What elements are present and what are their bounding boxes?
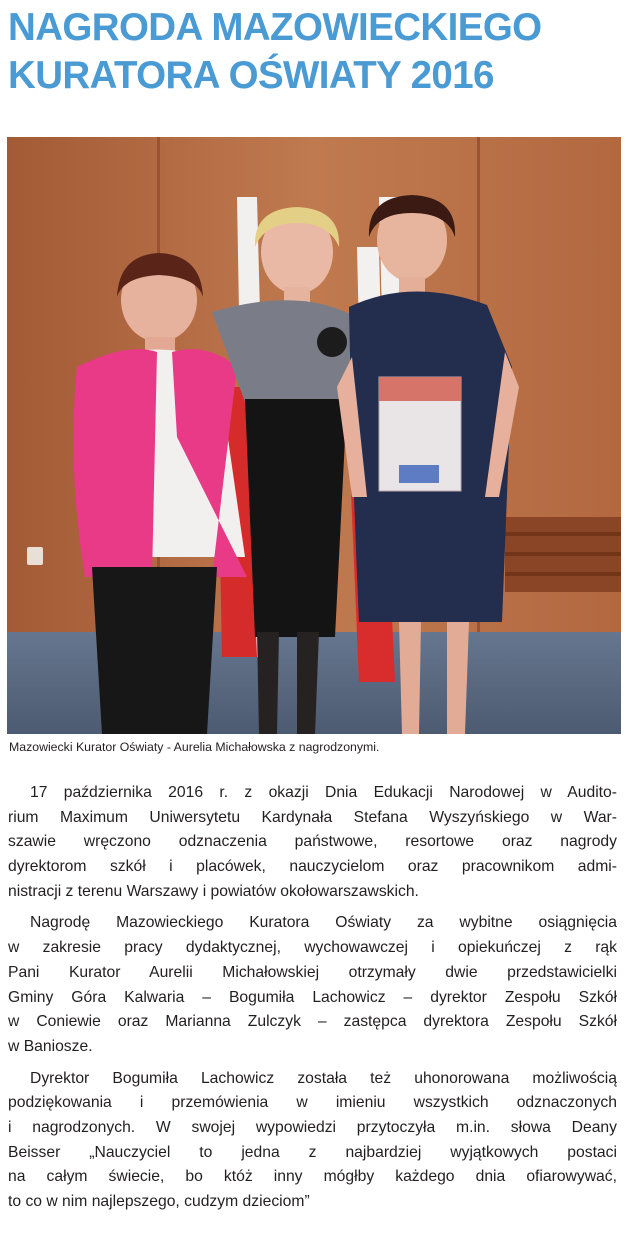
text-line: w Coniewie oraz Marianna Zulczyk – zastępca dyrektora Zespołu Szkół — [8, 1013, 617, 1031]
text-line: Dyrektor Bogumiła Lachowicz została też uhonorowana możliwością — [30, 1069, 617, 1087]
award-photo — [7, 137, 621, 734]
text-line: Beisser „Nauczyciel to jedna z najbardziej wyjątkowych postaci — [8, 1143, 617, 1161]
text-line: w Baniosze. — [8, 1037, 93, 1055]
text-line: dyrektorom szkół i placówek, nauczycielom oraz pracownikom admi- — [8, 858, 617, 876]
photo-caption: Mazowiecki Kurator Oświaty - Aurelia Michałowska z nagrodzonymi. — [9, 740, 380, 754]
wall-switch — [27, 547, 43, 565]
paragraph-1 — [8, 781, 617, 904]
text-line: na całym świecie, bo któż inny mógłby każdego dnia ofiarowywać, — [8, 1168, 617, 1186]
text-line: i nagrodzonych. W swojej wypowiedzi przytoczyła m.in. słowa Deany — [8, 1118, 617, 1136]
title-line-2: KURATORA OŚWIATY 2016 — [8, 54, 494, 97]
article-body — [8, 781, 617, 1222]
text-line: szawie wręczono odznaczenia państwowe, resortowe oraz nagrody — [8, 833, 617, 851]
text-line: 17 października 2016 r. z okazji Dnia Edukacji Narodowej w Audito- — [30, 784, 617, 801]
paragraph-2 — [8, 911, 617, 1059]
text-line: podziękowania i przemówienia w imieniu wszystkich odznaczonych — [8, 1094, 617, 1112]
text-line: rium Maximum Uniwersytetu Kardynała Stefana Wyszyńskiego w War- — [8, 808, 617, 826]
text-line: w zakresie pracy dydaktycznej, wychowawczej i opiekuńczej z rąk — [8, 939, 617, 957]
text-line: Gminy Góra Kalwaria – Bogumiła Lachowicz – dyrektor Zespołu Szkół — [8, 988, 617, 1006]
text-line: nistracji z terenu Warszawy i powiatów okołowarszawskich. — [8, 882, 419, 900]
text-line: to co w nim najlepszego, cudzym dzieciom” — [8, 1193, 310, 1210]
paragraph-3 — [8, 1067, 617, 1215]
article-title — [8, 4, 624, 100]
title-line-1: NAGRODA MAZOWIECKIEGO — [8, 6, 542, 49]
text-line: Nagrodę Mazowieckiego Kuratora Oświaty za wybitne osiągnięcia — [30, 914, 617, 932]
text-line: Pani Kurator Aurelii Michałowskiej otrzymały dwie przedstawicielki — [8, 963, 617, 981]
